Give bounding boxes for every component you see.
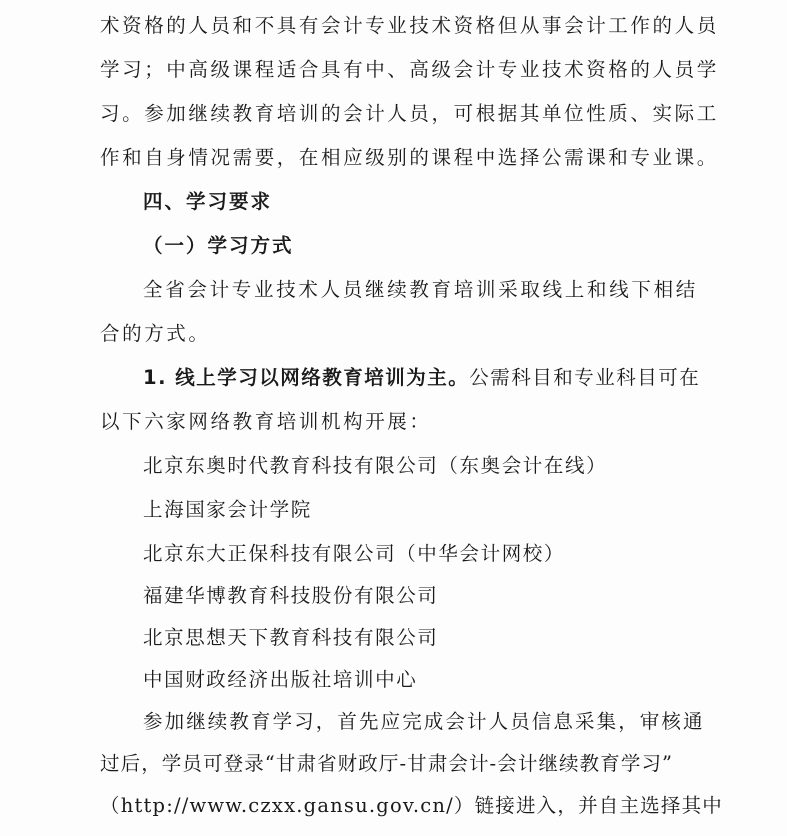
paragraph-line: 过后，学员可登录“甘肃省财政厅-甘肃会计-会计继续教育学习” <box>100 752 674 775</box>
paragraph-line: 作和自身情况需要，在相应级别的课程中选择公需课和专业课。 <box>100 146 719 169</box>
paragraph-line <box>143 363 738 393</box>
org-list-item: 上海国家会计学院 <box>143 498 312 521</box>
org-list-item: 中国财政经济出版社培训中心 <box>143 668 418 691</box>
paragraph-line-url: （http://www.czxx.gansu.gov.cn/）链接进入，并自主选择其中 <box>100 794 723 817</box>
org-list-item: 福建华博教育科技股份有限公司 <box>143 584 439 607</box>
paragraph-line: 学习；中高级课程适合具有中、高级会计专业技术资格的人员学 <box>100 58 719 81</box>
bold-lead: 1. 线上学习以网络教育培训为主。 <box>143 366 470 389</box>
org-list-item: 北京东奥时代教育科技有限公司（东奥会计在线） <box>143 454 608 477</box>
subsection-heading: （一）学习方式 <box>143 234 294 257</box>
paragraph-line: 以下六家网络教育培训机构开展： <box>100 410 432 433</box>
paragraph-line: 术资格的人员和不具有会计专业技术资格但从事会计工作的人员 <box>100 14 719 37</box>
paragraph-line: 合的方式。 <box>100 322 211 345</box>
paragraph-line: 参加继续教育学习，首先应完成会计人员信息采集，审核通 <box>143 710 705 733</box>
section-heading: 四、学习要求 <box>143 190 273 213</box>
paragraph-text: 公需科目和专业科目可在 <box>469 366 701 389</box>
org-list-item: 北京东大正保科技有限公司（中华会计网校） <box>143 542 566 565</box>
paragraph-line: 习。参加继续教育培训的会计人员，可根据其单位性质、实际工 <box>100 102 719 125</box>
paragraph-line: 全省会计专业技术人员继续教育培训采取线上和线下相结 <box>143 278 699 301</box>
org-list-item: 北京思想天下教育科技有限公司 <box>143 626 439 649</box>
